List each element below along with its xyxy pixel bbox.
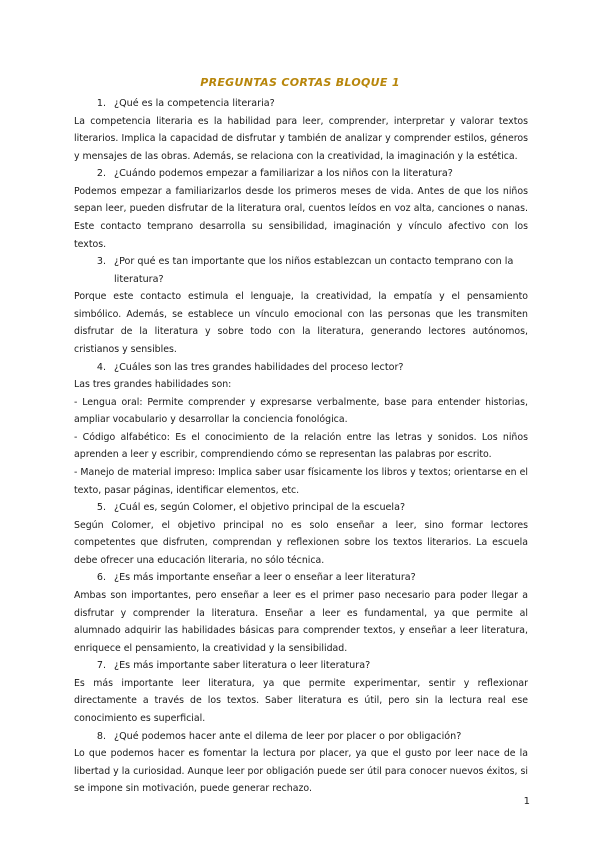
question-text: ¿Cuál es, según Colomer, el objetivo principal de la escuela? <box>114 502 406 514</box>
answer-paragraph: Porque este contacto estimula el lenguaje, la creatividad, la empatía y el pensamiento simbólico. Además, se establece un vínculo emocional con las personas que les transmiten disfrutar de la literatura y sobre todo con la literatura, generando lectores autónomos, cristianos y sensibles. <box>74 291 528 355</box>
question-block <box>74 165 528 253</box>
question-block <box>74 253 528 358</box>
answer-paragraph: Las tres grandes habilidades son: <box>74 379 232 391</box>
question <box>74 728 528 746</box>
question-block <box>74 359 528 500</box>
answer-paragraph: Ambas son importantes, pero enseñar a leer es el primer paso necesario para poder llegar a disfrutar y comprender la literatura. Enseñar a leer es fundamental, ya que permite al alumnado adquirir las habilidades básicas para comprender textos, y enseñar a leer literatura, enriquece el pensamiento, la creatividad y la sensibilidad. <box>74 589 528 654</box>
answer-paragraph: Según Colomer, el objetivo principal no es solo enseñar a leer, sino formar lectores competentes que disfruten, comprendan y reflexionen sobre los textos literarios. La escuela debe ofrecer una educación literaria, no sólo técnica. <box>74 519 528 566</box>
question-text: ¿Qué podemos hacer ante el dilema de leer por placer o por obligación? <box>114 730 462 742</box>
answer-paragraph: - Código alfabético: Es el conocimiento de la relación entre las letras y sonidos. Los niños aprenden a leer y escribir, comprendiendo cómo se representan las palabras por escrito. <box>74 431 528 461</box>
answer <box>74 587 528 657</box>
question-number: 1. <box>96 98 106 109</box>
answer <box>74 675 528 728</box>
answer-paragraph: - Manejo de material impreso: Implica saber usar físicamente los libros y textos; orientarse en el texto, pasar páginas, identificar elementos, etc. <box>74 467 528 496</box>
question-block <box>74 728 528 798</box>
question-number: 3. <box>96 256 106 268</box>
question <box>74 569 528 587</box>
answer <box>74 745 528 798</box>
question-number: 5. <box>96 502 106 514</box>
question-block <box>74 499 528 569</box>
answer <box>74 113 528 166</box>
question-text: ¿Por qué es tan importante que los niños establezcan un contacto temprano con la literatura? <box>114 256 514 285</box>
answer <box>74 376 528 499</box>
answer-paragraph: Lo que podemos hacer es fomentar la lectura por placer, ya que el gusto por leer nace de la libertad y la curiosidad. Aunque leer por obligación puede ser útil para conocer nuevos éxitos, si se impone sin motivación, puede generar rechazo. <box>74 748 528 795</box>
question-number: 6. <box>96 572 106 584</box>
question-text: ¿Cuáles son las tres grandes habilidades del proceso lector? <box>114 361 404 373</box>
question <box>74 657 528 675</box>
question-block <box>74 657 528 727</box>
question-text: ¿Es más importante saber literatura o leer literatura? <box>114 660 371 672</box>
question-block <box>74 569 528 657</box>
answer <box>74 183 528 253</box>
question <box>74 95 528 113</box>
question-text: ¿Qué es la competencia literaria? <box>114 98 275 109</box>
answer <box>74 517 528 570</box>
answer-paragraph: Podemos empezar a familiarizarlos desde los primeros meses de vida. Antes de que los niños sepan leer, pueden disfrutar de la literatura oral, cuentos leídos en voz alta, canciones o nanas. Este contacto temprano desarrolla su sensibilidad, imaginación y vínculo afectivo con los textos. <box>74 185 528 250</box>
question <box>74 165 528 183</box>
page-number: 1 <box>523 796 530 807</box>
question-number: 8. <box>96 730 106 742</box>
question <box>74 253 528 288</box>
question-number: 4. <box>96 361 106 373</box>
answer <box>74 288 528 358</box>
question <box>74 359 528 377</box>
page-title: PREGUNTAS CORTAS BLOQUE 1 <box>200 76 400 89</box>
question-number: 7. <box>96 660 106 672</box>
questions-list <box>74 95 528 798</box>
question <box>74 499 528 517</box>
answer-paragraph: La competencia literaria es la habilidad para leer, comprender, interpretar y valorar textos literarios. Implica la capacidad de disfrutar y también de analizar y comprender estilos, géneros y mensajes de las obras. Además, se relaciona con la creatividad, la imaginación y la estética. <box>74 115 528 162</box>
answer-paragraph: - Lengua oral: Permite comprender y expresarse verbalmente, base para entender historias, ampliar vocabulario y desarrollar la conciencia fonológica. <box>74 396 528 426</box>
question-text: ¿Cuándo podemos empezar a familiarizar a los niños con la literatura? <box>114 168 453 180</box>
answer-paragraph: Es más importante leer literatura, ya que permite experimentar, sentir y reflexionar directamente a través de los textos. Saber literatura es útil, pero sin la lectura real ese conocimiento es superficial. <box>74 677 528 725</box>
question-text: ¿Es más importante enseñar a leer o enseñar a leer literatura? <box>114 572 416 584</box>
question-number: 2. <box>96 168 106 180</box>
question-block <box>74 95 528 165</box>
